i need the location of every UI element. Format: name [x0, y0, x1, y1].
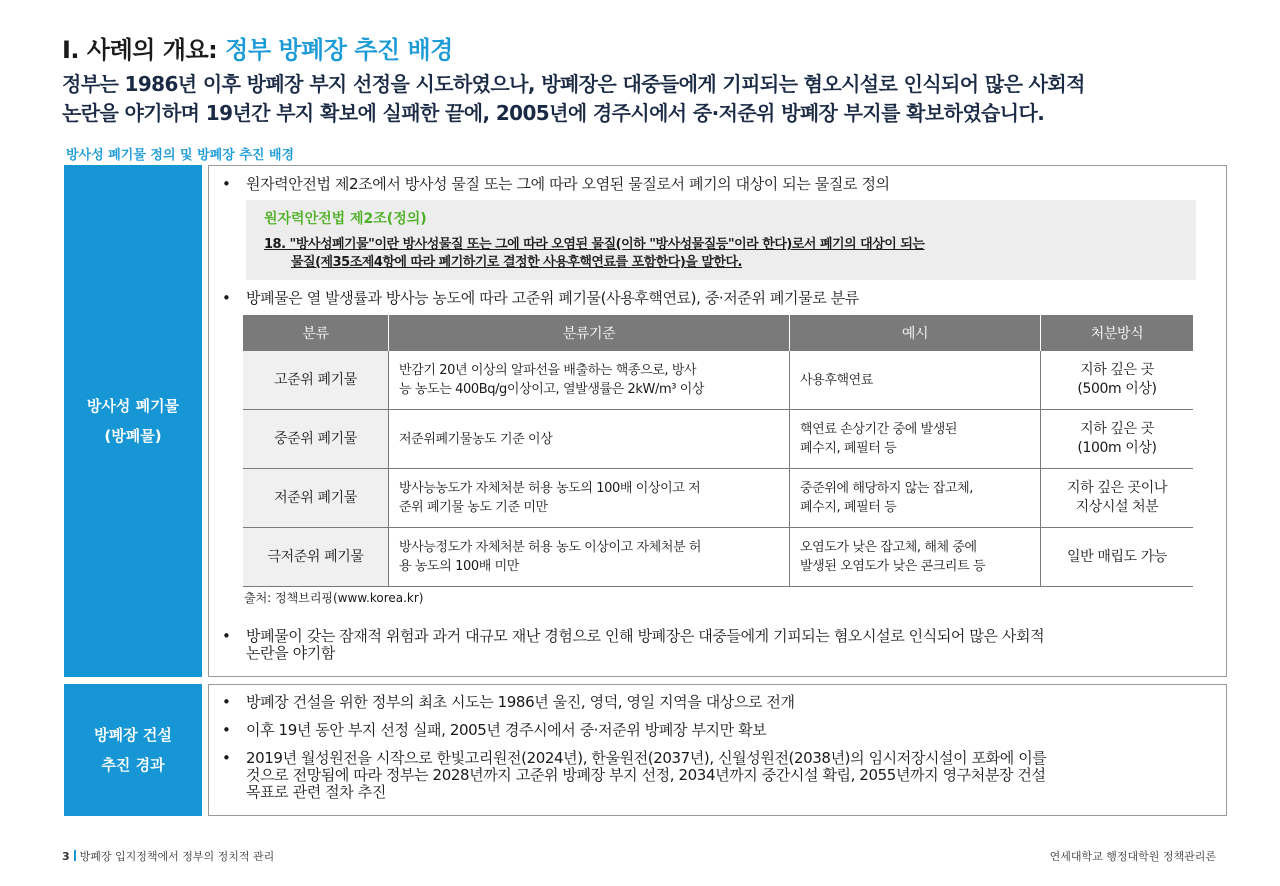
- bullet-item: [222, 722, 1217, 739]
- waste-classification-table: [243, 315, 1193, 587]
- category-cell: 극저준위 폐기물: [243, 528, 389, 587]
- example-cell: [790, 528, 1041, 587]
- cell-line: 준위 폐기물 농도 기준 미만: [399, 500, 548, 515]
- law-text: [264, 236, 1184, 272]
- title-prefix: I. 사례의 개요:: [62, 36, 226, 64]
- table-header-cell: 처분방식: [1041, 315, 1194, 351]
- bullet-dot-icon: •: [222, 175, 231, 193]
- cell-line: 사용후핵연료: [800, 372, 873, 388]
- lead-summary: [62, 70, 1242, 128]
- category-cell: 중준위 폐기물: [243, 410, 389, 469]
- lead-line-1: 정부는 1986년 이후 방폐장 부지 선정을 시도하였으나, 방폐장은 대중들에게 기피되는 혐오시설로 인식되어 많은 사회적: [62, 72, 1085, 96]
- cell-line: 중준위에 해당하지 않는 잡고체,: [800, 481, 973, 496]
- bullet-text-line: 2019년 월성원전을 시작으로 한빛고리원전(2024년), 한울원전(2037년), 신월성원전(2038년)의 임시저장시설이 포화에 이를: [246, 749, 1047, 767]
- criteria-cell: [389, 410, 790, 469]
- cell-line: 지하 깊은 곳: [1080, 362, 1154, 378]
- cell-line: 방사능농도가 자체처분 허용 농도의 100배 이상이고 저: [399, 481, 701, 496]
- footer-left: [62, 848, 274, 864]
- bullet-text: 이후 19년 동안 부지 선정 실패, 2005년 경주시에서 중·저준위 방폐장 부지만 확보: [246, 721, 767, 739]
- bullet-text: 방폐물은 열 발생률과 방사능 농도에 따라 고준위 폐기물(사용후핵연료), 중·저준위 폐기물로 분류: [246, 289, 859, 307]
- cell-line: 일반 매립도 가능: [1067, 548, 1167, 565]
- criteria-cell: [389, 351, 790, 410]
- side-label-radioactive-waste: [64, 165, 202, 677]
- side-label-line: 방폐장 건설: [94, 726, 172, 744]
- footer-separator: [74, 850, 76, 861]
- bullet-text: 방폐장 건설을 위한 정부의 최초 시도는 1986년 울진, 영덕, 영일 지역을 대상으로 전개: [246, 693, 795, 711]
- bullet-item: [222, 628, 1217, 662]
- footer-right: 연세대학교 행정대학원 정책관리론: [1049, 850, 1216, 863]
- bullet-dot-icon: •: [222, 627, 231, 645]
- bullet-dot-icon: •: [222, 721, 231, 739]
- cell-line: 지상시설 처분: [1075, 499, 1159, 515]
- table-row: [243, 469, 1193, 528]
- cell-line: 반감기 20년 이상의 알파선을 배출하는 핵종으로, 방사: [399, 363, 697, 378]
- table-header-cell: 분류: [243, 315, 389, 351]
- bullet-item: [222, 176, 1212, 193]
- disposal-cell: [1041, 469, 1194, 528]
- disposal-cell: [1041, 528, 1194, 587]
- table-row: [243, 410, 1193, 469]
- bullet-dot-icon: •: [222, 289, 231, 307]
- section-caption: 방사성 폐기물 정의 및 방폐장 추진 배경: [66, 148, 295, 163]
- bullet-text: 원자력안전법 제2조에서 방사성 물질 또는 그에 따라 오염된 물질로서 폐기의 대상이 되는 물질로 정의: [246, 175, 890, 193]
- cell-line: 오염도가 낮은 잡고체, 해체 중에: [800, 540, 977, 555]
- cell-line: 능 농도는 400Bq/g이상이고, 열발생률은 2kW/m³ 이상: [399, 382, 705, 397]
- law-text-line-2: 물질(제35조제4항에 따라 폐기하기로 결정한 사용후핵연료를 포함한다)을 말한다.: [291, 255, 742, 270]
- page-number: 3: [62, 850, 70, 863]
- bullet-item: [222, 694, 1217, 711]
- side-label-construction-progress: [64, 684, 202, 816]
- example-cell: [790, 469, 1041, 528]
- bullet-text-line: 논란을 야기함: [246, 644, 335, 662]
- table-header-cell: 예시: [790, 315, 1041, 351]
- cell-line: 지하 깊은 곳이나: [1067, 480, 1167, 496]
- category-cell: 저준위 폐기물: [243, 469, 389, 528]
- cell-line: (100m 이상): [1077, 440, 1157, 456]
- bullet-text-line: 목표로 관련 절차 추진: [246, 783, 386, 801]
- table-source: 출처: 정책브리핑(www.korea.kr): [244, 591, 424, 605]
- law-text-line-1: 18. "방사성폐기물"이란 방사성물질 또는 그에 따라 오염된 물질(이하 "방사성물질등"이라 한다)로서 폐기의 대상이 되는: [264, 237, 925, 252]
- cell-line: 폐수지, 폐필터 등: [800, 500, 897, 515]
- cell-line: 저준위폐기물농도 기준 이상: [399, 431, 553, 447]
- side-label-line: (방폐물): [104, 427, 162, 445]
- bullet-text-line: 것으로 전망됨에 따라 정부는 2028년까지 고준위 방폐장 부지 선정, 2034년까지 중간시설 확립, 2055년까지 영구처분장 건설: [246, 766, 1046, 784]
- cell-line: 지하 깊은 곳: [1080, 421, 1154, 437]
- bullet-dot-icon: •: [222, 749, 231, 767]
- law-quote-box: [246, 200, 1196, 280]
- criteria-cell: [389, 469, 790, 528]
- disposal-cell: [1041, 351, 1194, 410]
- cell-line: 용 농도의 100배 미만: [399, 559, 519, 574]
- table-row: [243, 528, 1193, 587]
- criteria-cell: [389, 528, 790, 587]
- table-row: [243, 351, 1193, 410]
- cell-line: (500m 이상): [1077, 381, 1157, 397]
- cell-line: 핵연료 손상기간 중에 발생된: [800, 422, 958, 437]
- law-title: 원자력안전법 제2조(정의): [264, 211, 427, 227]
- bullet-dot-icon: •: [222, 693, 231, 711]
- table-header-cell: 분류기준: [389, 315, 790, 351]
- category-cell: 고준위 폐기물: [243, 351, 389, 410]
- title-highlight: 정부 방폐장 추진 배경: [225, 36, 453, 64]
- page-title: [62, 30, 453, 65]
- lead-line-2: 논란을 야기하며 19년간 부지 확보에 실패한 끝에, 2005년에 경주시에서 중·저준위 방폐장 부지를 확보하였습니다.: [62, 101, 1045, 125]
- cell-line: 발생된 오염도가 낮은 콘크리트 등: [800, 559, 986, 574]
- footer-doc-title: 방폐장 입지정책에서 정부의 정치적 관리: [79, 850, 275, 863]
- example-cell: [790, 351, 1041, 410]
- example-cell: [790, 410, 1041, 469]
- cell-line: 방사능정도가 자체처분 허용 농도 이상이고 자체처분 허: [399, 540, 702, 555]
- side-label-line: 추진 경과: [101, 756, 165, 774]
- table-header-row: [243, 315, 1193, 351]
- side-label-line: 방사성 폐기물: [86, 397, 180, 415]
- bullet-item: [222, 750, 1217, 801]
- bullet-text-line: 방폐물이 갖는 잠재적 위험과 과거 대규모 재난 경험으로 인해 방폐장은 대중들에게 기피되는 혐오시설로 인식되어 많은 사회적: [246, 627, 1045, 645]
- cell-line: 폐수지, 폐필터 등: [800, 441, 897, 456]
- bullet-item: [222, 290, 1212, 307]
- disposal-cell: [1041, 410, 1194, 469]
